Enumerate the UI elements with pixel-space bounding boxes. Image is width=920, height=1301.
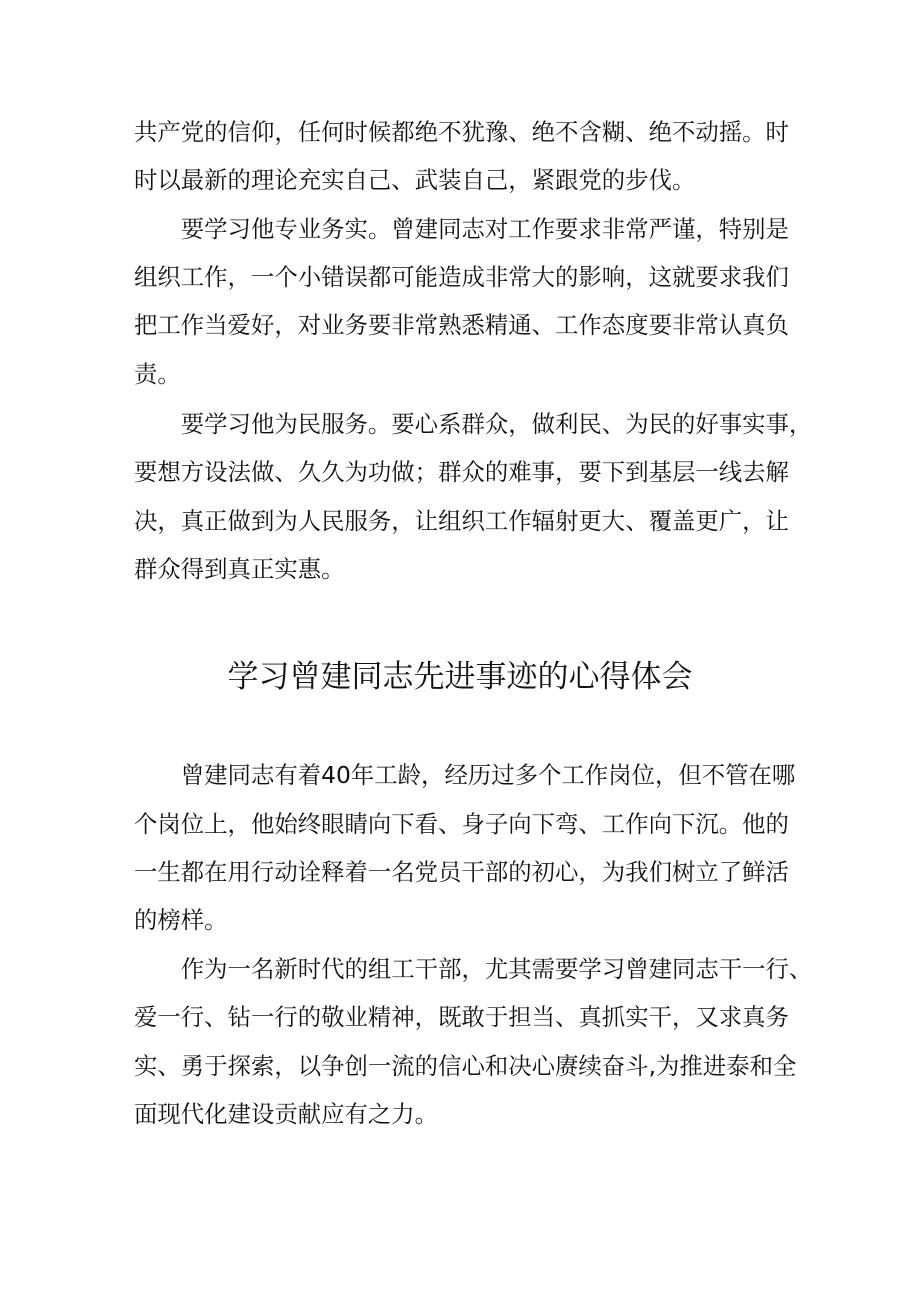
paragraph-line: 一生都在用行动诠释着一名党员干部的初心，为我们树立了鲜活 bbox=[134, 858, 789, 886]
paragraph-line: 要学习他为民服务。要心系群众，做利民、为民的好事实事， bbox=[134, 410, 813, 438]
paragraph-line: 个岗位上，他始终眼睛向下看、身子向下弯、工作向下沉。他的 bbox=[134, 810, 789, 838]
paragraph-line: 组织工作，一个小错误都可能造成非常大的影响，这就要求我们 bbox=[134, 263, 789, 291]
paragraph-line: 把工作当爱好，对业务要非常熟悉精通、工作态度要非常认真负 bbox=[134, 311, 789, 339]
paragraph-line: 群众得到真正实惠。 bbox=[134, 555, 345, 583]
paragraph-line: 的榜样。 bbox=[134, 906, 228, 934]
paragraph-line: 要学习他专业务实。曾建同志对工作要求非常严谨，特别是 bbox=[134, 215, 789, 243]
paragraph-line: 决，真正做到为人民服务，让组织工作辐射更大、覆盖更广，让 bbox=[134, 507, 789, 535]
paragraph-line: 实、勇于探索，以争创一流的信心和决心赓续奋斗,为推进泰和全 bbox=[134, 1052, 797, 1080]
paragraph-line: 要想方设法做、久久为功做；群众的难事，要下到基层一线去解 bbox=[134, 458, 789, 486]
paragraph-line: 责。 bbox=[134, 360, 181, 388]
paragraph-line: 曾建同志有着40年工龄，经历过多个工作岗位，但不管在哪 bbox=[134, 761, 796, 789]
paragraph-line: 共产党的信仰，任何时候都绝不犹豫、绝不含糊、绝不动摇。时 bbox=[134, 118, 789, 146]
paragraph-line: 爱一行、钻一行的敬业精神，既敢于担当、真抓实干，又求真务 bbox=[134, 1003, 789, 1031]
paragraph-line: 作为一名新时代的组工干部，尤其需要学习曾建同志干一行、 bbox=[134, 955, 813, 983]
paragraph-line: 面现代化建设贡献应有之力。 bbox=[134, 1100, 439, 1128]
paragraph-line: 时以最新的理论充实自己、武装自己，紧跟党的步伐。 bbox=[134, 166, 696, 194]
page-title: 学习曾建同志先进事迹的心得体会 bbox=[227, 659, 693, 695]
